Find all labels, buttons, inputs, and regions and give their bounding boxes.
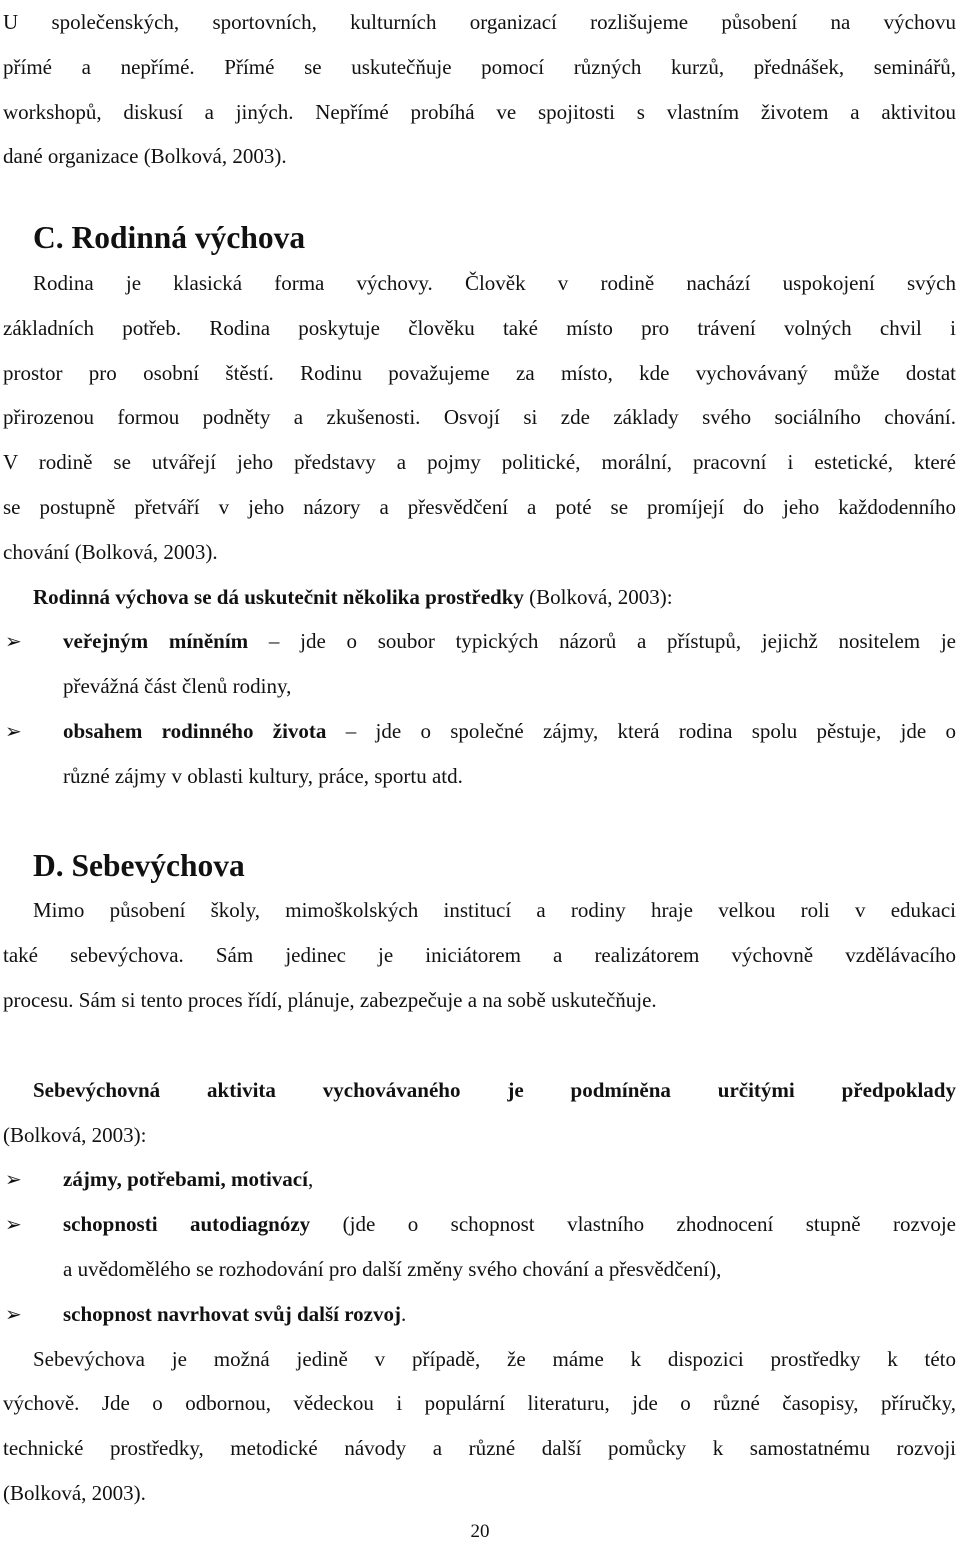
text-line: Mimo působení školy, mimoškolských institucí a rodiny hraje velkou roli v edukaci — [33, 898, 956, 923]
text-line: V rodině se utvářejí jeho představy a pojmy politické, morální, pracovní i estetické, které — [3, 450, 956, 475]
bullet-term: zájmy, potřebami, motivací — [63, 1167, 308, 1192]
bullet-term: obsahem rodinného života — [63, 718, 327, 743]
section-c-paragraph — [3, 261, 956, 575]
intro-paragraph — [3, 0, 956, 179]
bullet-text: . — [401, 1301, 407, 1326]
arrow-bullet-icon: ➢ — [5, 1167, 22, 1192]
text-line: U společenských, sportovních, kulturních organizací rozlišujeme působení na výchovu — [3, 10, 956, 34]
page-number: 20 — [470, 1521, 490, 1542]
bullet-term: schopnosti autodiagnózy — [63, 1212, 311, 1237]
text-line: technické prostředky, metodické návody a různé další pomůcky k samostatnému rozvoji — [3, 1436, 956, 1461]
arrow-bullet-icon: ➢ — [5, 718, 22, 743]
text-line: přirozenou formou podněty a zkušenosti. Osvojí si zde základy svého sociálního chování. — [3, 405, 956, 430]
means-heading-citation: (Bolková, 2003): — [523, 584, 673, 609]
text-line: výchově. Jde o odbornou, vědeckou i populární literaturu, jde o různé časopisy, příručky, — [3, 1391, 956, 1416]
activity-heading: Sebevýchovná aktivita vychovávaného je podmíněna určitými předpoklady — [33, 1077, 956, 1102]
text-line: se postupně přetváří v jeho názory a přesvědčení a poté se promíjejí do jeho každodenního — [3, 494, 956, 519]
text-line: a uvědomělého se rozhodování pro další změny svého chování a přesvědčení), — [63, 1256, 722, 1281]
text-line: také sebevýchova. Sám jedinec je iniciátorem a realizátorem výchovně vzdělávacího — [3, 943, 956, 968]
bullet-text: – jde o společné zájmy, která rodina spolu pěstuje, jde o — [326, 718, 956, 743]
text-line: různé zájmy v oblasti kultury, práce, sportu atd. — [63, 763, 463, 788]
activity-heading-citation: (Bolková, 2003): — [3, 1122, 147, 1147]
list-item — [3, 709, 956, 799]
bullet-text: – jde o soubor typických názorů a přístupů, jejichž nositelem je — [248, 629, 956, 654]
text-line: Sebevýchova je možná jedině v případě, že máme k dispozici prostředky k této — [33, 1346, 956, 1371]
text-line: Rodina je klasická forma výchovy. Člověk v rodině nachází uspokojení svých — [33, 270, 956, 295]
means-heading-bold: Rodinná výchova se dá uskutečnit několika prostředky — [33, 584, 524, 609]
section-c-title: C. Rodinná výchova — [33, 220, 306, 256]
text-line — [63, 1292, 956, 1337]
text-line — [63, 619, 956, 664]
text-line: (Bolková, 2003). — [3, 1480, 146, 1505]
bullet-text: , — [307, 1167, 314, 1192]
list-item — [3, 1157, 956, 1202]
arrow-bullet-icon: ➢ — [5, 629, 22, 654]
bullet-term: schopnost navrhovat svůj další rozvoj — [63, 1301, 401, 1326]
text-line — [63, 1202, 956, 1247]
prerequisites-list — [3, 1157, 956, 1336]
arrow-bullet-icon: ➢ — [5, 1301, 22, 1326]
text-line: základních potřeb. Rodina poskytuje člověku také místo pro trávení volných chvil i — [3, 315, 956, 340]
text-line — [63, 709, 956, 754]
list-item — [3, 619, 956, 709]
text-line: dané organizace (Bolková, 2003). — [3, 144, 287, 169]
closing-paragraph — [3, 1337, 956, 1516]
section-d-title: D. Sebevýchova — [33, 847, 245, 883]
text-line: chování (Bolková, 2003). — [3, 539, 218, 564]
list-item — [3, 1292, 956, 1337]
bullet-term: veřejným míněním — [63, 629, 249, 654]
text-line — [63, 1157, 956, 1202]
section-d-paragraph — [3, 888, 956, 1022]
text-line: procesu. Sám si tento proces řídí, plánuje, zabezpečuje a na sobě uskutečňuje. — [3, 987, 657, 1012]
text-line: převážná část členů rodiny, — [63, 674, 292, 699]
arrow-bullet-icon: ➢ — [5, 1212, 22, 1237]
bullet-text: (jde o schopnost vlastního zhodnocení stupně rozvoje — [310, 1212, 957, 1237]
text-line: workshopů, diskusí a jiných. Nepřímé probíhá ve spojitosti s vlastním životem a aktivitou — [3, 99, 956, 124]
list-item — [3, 1202, 956, 1292]
text-line: přímé a nepřímé. Přímé se uskutečňuje pomocí různých kurzů, přednášek, seminářů, — [3, 54, 956, 79]
means-list — [3, 619, 956, 798]
text-line: prostor pro osobní štěstí. Rodinu považujeme za místo, kde vychovávaný může dostat — [3, 360, 956, 385]
means-heading — [3, 575, 956, 620]
